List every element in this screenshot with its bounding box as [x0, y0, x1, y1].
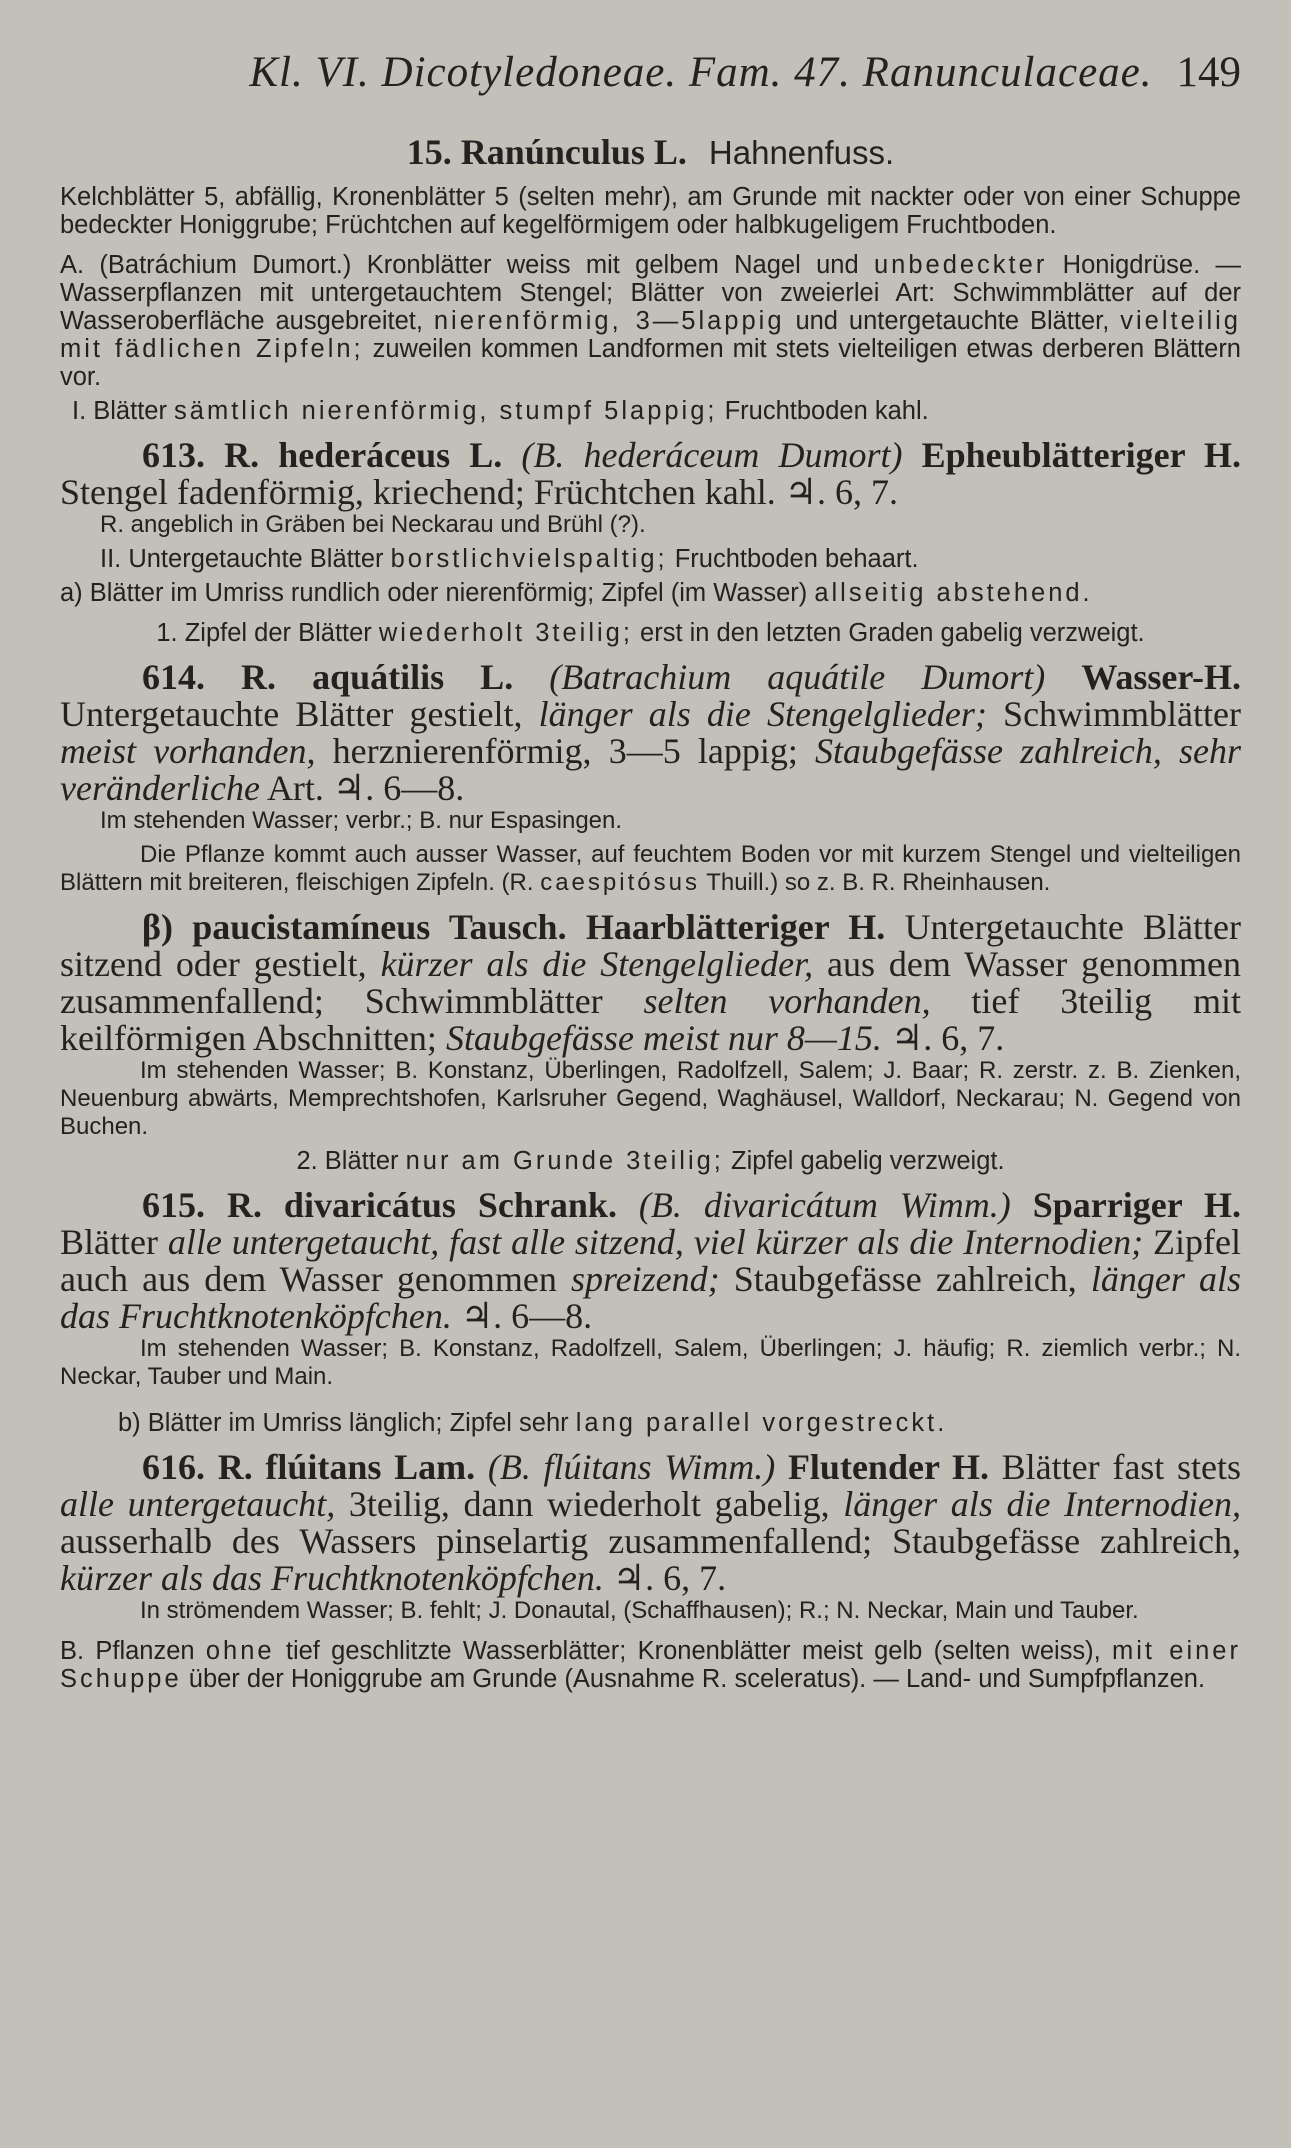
subgroup-a: a) Blätter im Umriss rundlich oder nierenförmig; Zipfel (im Wasser) allseitig abstehend. [60, 579, 1093, 607]
species-synonym: (B. divaricátum Wimm.) [638, 1185, 1011, 1225]
species-name: R. aquátilis L. [241, 657, 514, 697]
genus-common-name: Hahnenfuss. [708, 134, 895, 171]
species-614-locality: Im stehenden Wasser; verbr.; B. nur Espasingen. [100, 807, 623, 834]
species-614: 614. R. aquátilis L. (Batrachium aquátile Dumort) Wasser-H. Untergetauchte Blätter gestielt, länger als die Stengelglieder; Schwimmblätter meist vorhanden, herznierenförmig, 3—5 lappig; Staubgefässe zahlreich, sehr veränderliche Art. ♃. 6—8. [60, 657, 1242, 808]
species-common-name: Flutender H. [787, 1447, 989, 1487]
group-i: I. Blätter sämtlich nierenförmig, stumpf 5lappig; Fruchtboden kahl. [72, 397, 929, 425]
species-name: R. hederáceus L. [224, 435, 503, 475]
group-ii: II. Untergetauchte Blätter borstlichvielspaltig; Fruchtboden behaart. [100, 545, 919, 573]
species-615-locality: Im stehenden Wasser; B. Konstanz, Radolfzell, Salem, Überlingen; J. häufig; R. ziemlich verbr.; N. Neckar, Tauber und Main. [60, 1335, 1241, 1390]
species-synonym: (B. hederáceum Dumort) [521, 435, 903, 475]
section-b: B. Pflanzen ohne tief geschlitzte Wasserblätter; Kronenblätter meist gelb (selten weiss), mit einer Schuppe über der Honiggrube am Grunde (Ausnahme R. sceleratus). — Land- und Sumpfpflanzen. [60, 1637, 1241, 1693]
species-616-locality: In strömendem Wasser; B. fehlt; J. Donautal, (Schaffhausen); R.; N. Neckar, Main und Tauber. [140, 1597, 1139, 1624]
species-613 [60, 437, 1241, 511]
running-header [60, 48, 1241, 97]
species-synonym: (B. flúitans Wimm.) [487, 1447, 776, 1487]
subgroup-1: 1. Zipfel der Blätter wiederholt 3teilig; erst in den letzten Graden gabelig verzweigt. [156, 619, 1145, 647]
section-a: A. (Batráchium Dumort.) Kronblätter weiss mit gelbem Nagel und unbedeckter Honigdrüse. — Wasserpflanzen mit untergetauchtem Stengel; Blätter von zweierlei Art: Schwimmblätter auf der Wasseroberfläche ausgebreitet, nierenförmig, 3—5lappig und untergetauchte Blätter, vielteilig mit fädlichen Zipfeln; zuweilen kommen Landformen mit stets vielteiligen etwas derberen Blättern vor. [60, 251, 1241, 391]
variety-614-beta: β) paucistamíneus Tausch. Haarblätteriger H. Untergetauchte Blätter sitzend oder gestielt, kürzer als die Stengelglieder, aus dem Wasser genommen zusammenfallend; Schwimmblätter selten vorhanden, tief 3teilig mit keilförmigen Abschnitten; Staubgefässe meist nur 8—15. ♃. 6, 7. [60, 907, 1242, 1058]
species-common-name: Wasser-H. [1081, 657, 1241, 697]
species-613-locality: R. angeblich in Gräben bei Neckarau und Brühl (?). [100, 511, 646, 538]
species-synonym: (Batrachium aquátile Dumort) [549, 657, 1046, 697]
species-616: 616. R. flúitans Lam. (B. flúitans Wimm.) Flutender H. Blätter fast stets alle untergetaucht, 3teilig, dann wiederholt gabelig, länger als die Internodien, ausserhalb des Wassers pinselartig zusammenfallend; Staubgefässe zahlreich, kürzer als das Fruchtknotenköpfchen. ♃. 6, 7. [60, 1447, 1242, 1598]
genus-description: Kelchblätter 5, abfällig, Kronenblätter 5 (selten mehr), am Grunde mit nackter oder von einer Schuppe bedeckter Honiggrube; Früchtchen auf kegelförmigem oder halbkugeligem Fruchtboden. [60, 183, 1241, 239]
subgroup-2: 2. Blätter nur am Grunde 3teilig; Zipfel gabelig verzweigt. [296, 1147, 1005, 1175]
species-description: Stengel fadenförmig, kriechend; Früchtchen kahl. ♃. 6, 7. [60, 472, 899, 512]
page-number: 149 [1176, 49, 1241, 96]
genus-name: 15. Ranúnculus L. [406, 132, 687, 172]
species-common-name: Epheublätteriger H. [921, 435, 1242, 475]
subgroup-b: b) Blätter im Umriss länglich; Zipfel sehr lang parallel vorgestreckt. [118, 1409, 948, 1437]
variety-614-beta-locality: Im stehenden Wasser; B. Konstanz, Überlingen, Radolfzell, Salem; J. Baar; R. zerstr. z. B. Zienken, Neuenburg abwärts, Memprechtshofen, Karlsruher Gegend, Waghäusel, Walldorf, Neckarau; N. Gegend von Buchen. [60, 1057, 1241, 1140]
species-615: 615. R. divaricátus Schrank. (B. divaricátum Wimm.) Sparriger H. Blätter alle untergetaucht, fast alle sitzend, viel kürzer als die Internodien; Zipfel auch aus dem Wasser genommen spreizend; Staubgefässe zahlreich, länger als das Fruchtknotenköpfchen. ♃. 6—8. [60, 1185, 1242, 1336]
genus-heading [60, 131, 1241, 173]
species-name: R. divaricátus Schrank. [226, 1185, 617, 1225]
species-name: R. flúitans Lam. [217, 1447, 476, 1487]
species-common-name: Sparriger H. [1032, 1185, 1242, 1225]
species-614-note: Die Pflanze kommt auch ausser Wasser, auf feuchtem Boden vor mit kurzem Stengel und vielteiligen Blättern mit breiteren, fleischigen Zipfeln. (R. caespitósus Thuill.) so z. B. R. Rheinhausen. [60, 841, 1241, 896]
running-title: Kl. VI. Dicotyledoneae. Fam. 47. Ranunculaceae. [249, 49, 1153, 96]
species-number: 613. [142, 435, 205, 475]
